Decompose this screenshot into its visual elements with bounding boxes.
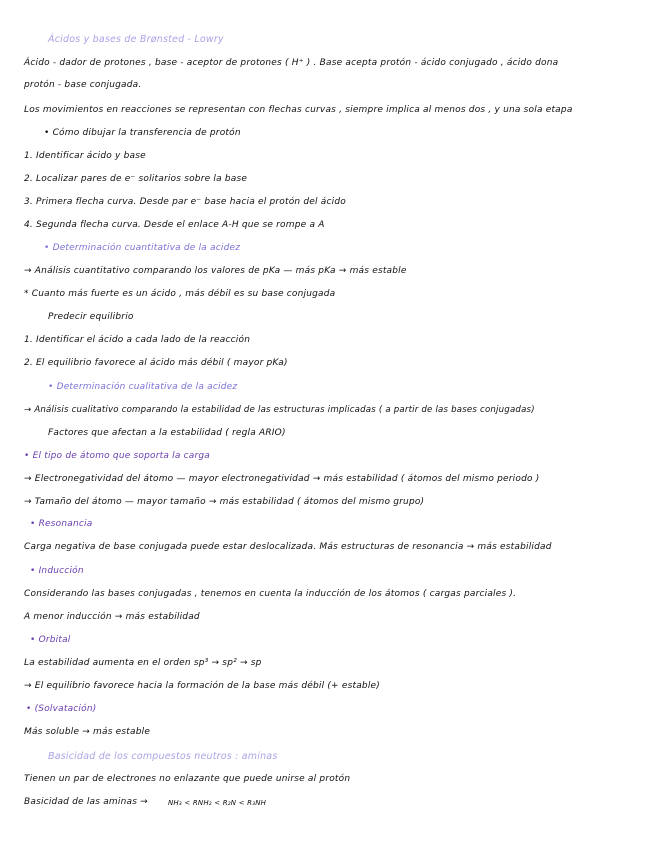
section-heading: • Determinación cuantitativa de la acidez [44, 243, 241, 253]
section-heading: • Orbital [30, 635, 71, 645]
note-line: 2. Localizar pares de e⁻ solitarios sobre la base [24, 174, 248, 184]
note-line: protón - base conjugada. [24, 80, 142, 90]
note-line: 2. El equilibrio favorece al ácido más débil ( mayor pKa) [24, 358, 288, 368]
note-line: → Análisis cuantitativo comparando los valores de pKa — más pKa → más estable [24, 266, 407, 276]
note-line: Basicidad de las aminas → [24, 797, 148, 807]
note-line: Carga negativa de base conjugada puede estar deslocalizada. Más estructuras de resonancia → más estabilidad [24, 542, 552, 552]
note-line: * Cuanto más fuerte es un ácido , más débil es su base conjugada [24, 289, 336, 299]
note-line: Más soluble → más estable [24, 727, 151, 737]
section-heading: • Cómo dibujar la transferencia de protón [44, 128, 241, 138]
subheading: Predecir equilibrio [48, 312, 134, 322]
note-line: 1. Identificar ácido y base [24, 151, 146, 161]
note-line: La estabilidad aumenta en el orden sp³ → sp² → sp [24, 658, 262, 668]
note-line: Los movimientos en reacciones se representan con flechas curvas , siempre implica al menos dos , y una sola etapa [24, 105, 573, 115]
section-heading: • Inducción [30, 566, 84, 576]
section-heading: • Resonancia [30, 519, 93, 529]
section-heading: • Determinación cualitativa de la acidez [48, 382, 238, 392]
note-line: A menor inducción → más estabilidad [24, 612, 200, 622]
note-line: → Tamaño del átomo — mayor tamaño → más estabilidad ( átomos del mismo grupo) [24, 497, 425, 507]
note-line: → Electronegatividad del átomo — mayor electronegatividad → más estabilidad ( átomos del mismo periodo ) [24, 474, 540, 484]
note-line: 1. Identificar el ácido a cada lado de la reacción [24, 335, 251, 345]
section-heading: • (Solvatación) [26, 704, 97, 714]
note-line: Ácido - dador de protones , base - aceptor de protones ( H⁺ ) . Base acepta protón - ácido conjugado , ácido dona [24, 58, 559, 68]
subheading: Factores que afectan a la estabilidad ( regla ARIO) [48, 428, 286, 438]
note-line: → Análisis cualitativo comparando la estabilidad de las estructuras implicadas ( a partir de las bases conjugadas) [24, 405, 535, 415]
note-line: Considerando las bases conjugadas , tenemos en cuenta la inducción de los átomos ( cargas parciales ). [24, 589, 517, 599]
note-line: Tienen un par de electrones no enlazante que puede unirse al protón [24, 774, 351, 784]
page-title: Ácidos y bases de Brønsted - Lowry [48, 34, 224, 45]
section-heading: Basicidad de los compuestos neutros : aminas [48, 751, 278, 762]
note-line: → El equilibrio favorece hacia la formación de la base más débil (+ estable) [24, 681, 380, 691]
note-line: 4. Segunda flecha curva. Desde el enlace A-H que se rompe a A [24, 220, 325, 230]
note-line: 3. Primera flecha curva. Desde par e⁻ base hacia el protón del ácido [24, 197, 346, 207]
amine-basicity-formula: NH₃ < RNH₂ < R₂N < R₃NH [168, 799, 267, 807]
section-heading: • El tipo de átomo que soporta la carga [24, 451, 211, 461]
